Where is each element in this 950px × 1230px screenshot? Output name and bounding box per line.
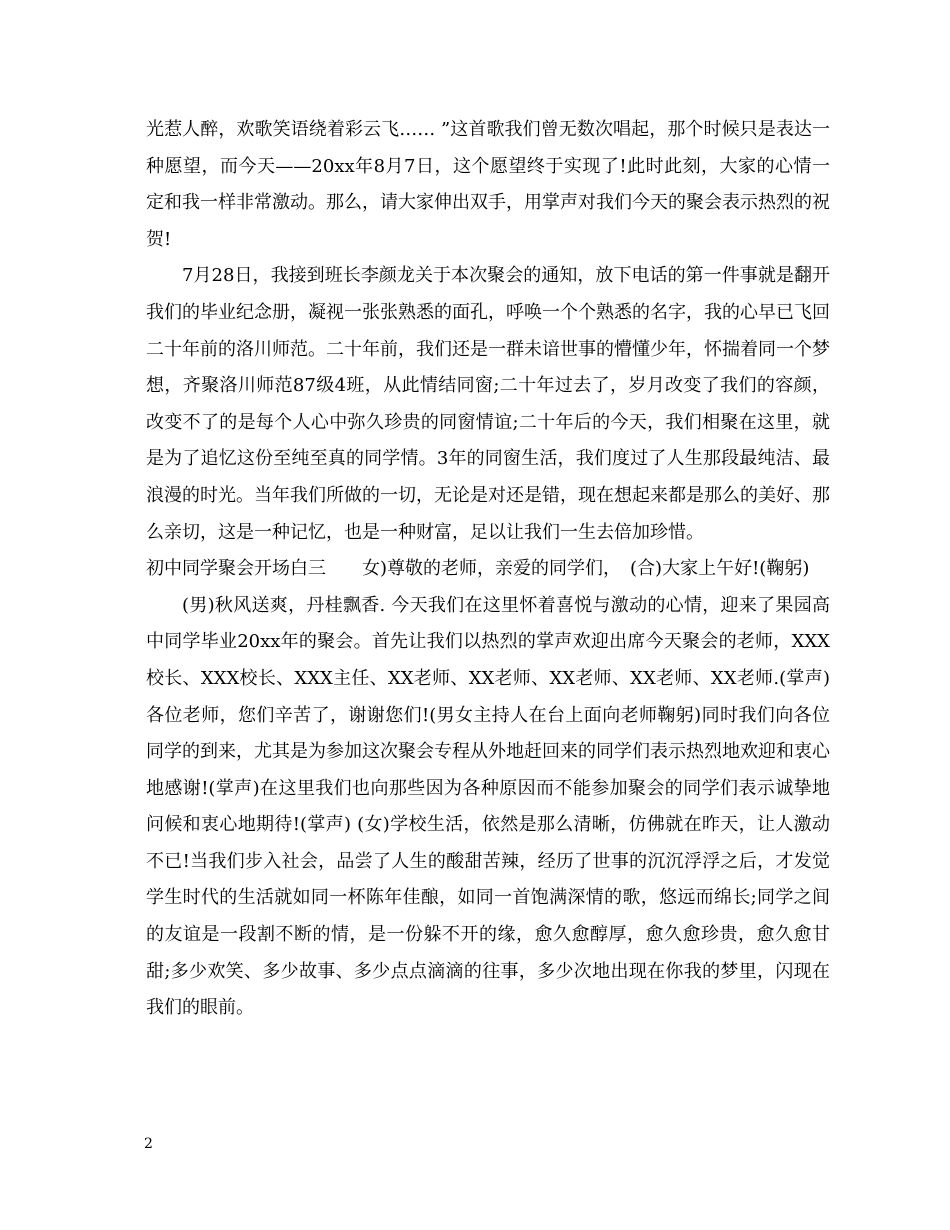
paragraph-opening: 光惹人醉，欢歌笑语绕着彩云飞…… ”这首歌我们曾无数次唱起，那个时候只是表达一种愿望，而今天——20xx年8月7日，这个愿望终于实现了!此时此刻，大家的心情一定和我一样非常激动。那么，请大家伸出双手，用掌声对我们今天的聚会表示热烈的祝贺! (146, 119, 830, 250)
paragraph-memories: 7月28日，我接到班长李颜龙关于本次聚会的通知，放下电话的第一件事就是翻开我们的毕业纪念册，凝视一张张熟悉的面孔，呼唤一个个熟悉的名字，我的心早已飞回二十年前的洛川师范。二十年前，我们还是一群未谙世事的懵懂少年，怀揣着同一个梦想，齐聚洛川师范87级4班，从此情结同窗;二十年过去了，岁月改变了我们的容颜，改变不了的是每个人心中弥久珍贵的同窗情谊;二十年后的今天，我们相聚在这里，就是为了追忆这份至纯至真的同学情。3年的同窗生活，我们度过了人生那段最纯洁、最浪漫的时光。当年我们所做的一切，无论是对还是错，现在想起来都是那么的美好、那么亲切，这是一种记忆，也是一种财富，足以让我们一生去倍加珍惜。 (146, 265, 830, 543)
paragraph-section-heading: 初中同学聚会开场白三 女)尊敬的老师，亲爱的同学们， (合)大家上午好!(鞠躬) (146, 558, 810, 580)
document-body (146, 112, 830, 1027)
page-number: 2 (144, 1136, 153, 1152)
paragraph-welcome-speech: (男)秋风送爽，丹桂飘香. 今天我们在这里怀着喜悦与激动的心情，迎来了果园高中同学毕业20xx年的聚会。首先让我们以热烈的掌声欢迎出席今天聚会的老师，XXX校长、XXX校长、XXX主任、XX老师、XX老师、XX老师、XX老师、XX老师.(掌声)各位老师，您们辛苦了，谢谢您们!(男女主持人在台上面向老师鞠躬)同时我们向各位同学的到来，尤其是为参加这次聚会专程从外地赶回来的同学们表示热烈地欢迎和衷心地感谢!(掌声)在这里我们也向那些因为各种原因而不能参加聚会的同学们表示诚挚地问候和衷心地期待!(掌声) (女)学校生活，依然是那么清晰，仿佛就在昨天，让人激动不已!当我们步入社会，品尝了人生的酸甜苦辣，经历了世事的沉沉浮浮之后，才发觉学生时代的生活就如同一杯陈年佳酿，如同一首饱满深情的歌，悠远而绵长;同学之间的友谊是一段割不断的情，是一份躲不开的缘，愈久愈醇厚，愈久愈珍贵，愈久愈甘甜;多少欢笑、多少故事、多少点点滴滴的往事，多少次地出现在你我的梦里，闪现在我们的眼前。 (146, 594, 830, 1019)
